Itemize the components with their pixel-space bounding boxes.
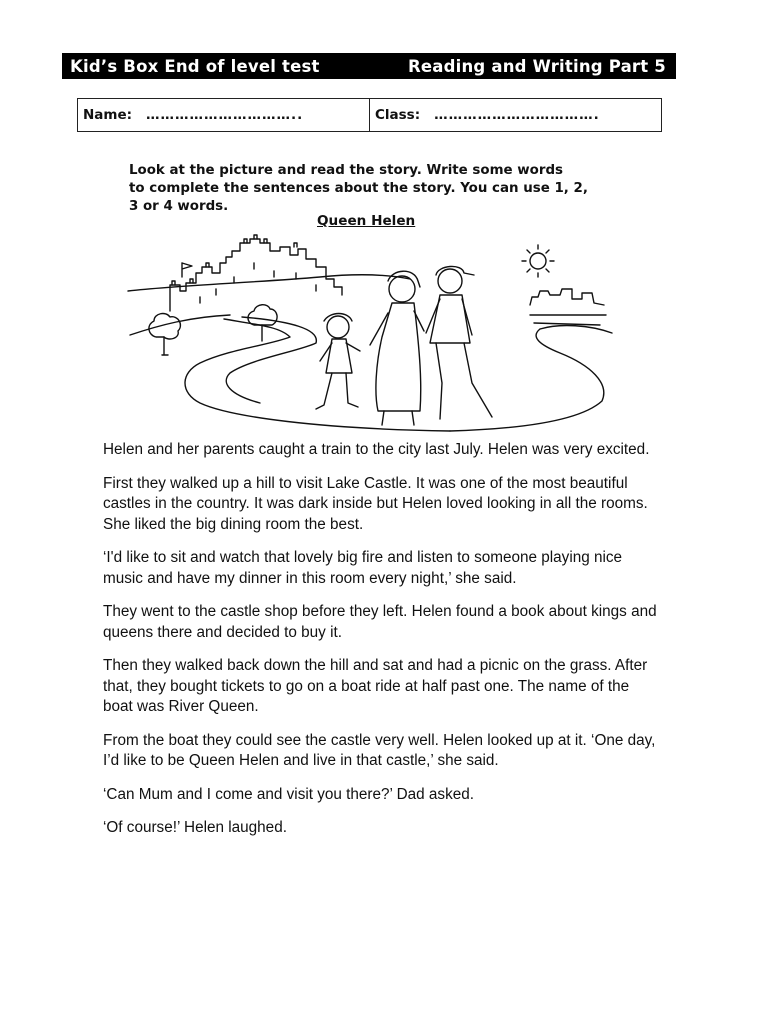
class-label: Class:	[375, 107, 421, 123]
story-paragraph: ‘Of course!’ Helen laughed.	[103, 819, 287, 836]
class-field	[370, 99, 661, 131]
name-field	[78, 99, 370, 131]
instruction-line: Look at the picture and read the story. Write some words	[129, 163, 564, 178]
castle-drawing	[170, 235, 342, 311]
class-dotted-line: …………………………….	[434, 107, 600, 123]
story-paragraph: Then they walked back down the hill and sat and had a picnic on the grass. After that, they bought tickets to go on a boat ride at half past one. The name of the boat was River Queen.	[103, 657, 648, 715]
instruction-line: 3 or 4 words.	[129, 199, 229, 214]
castle-family-illustration	[120, 233, 620, 438]
story-paragraph: ‘I'd like to sit and watch that lovely big fire and listen to someone playing nice music and have my dinner in this room every night,’ she said.	[103, 549, 623, 587]
story-paragraph: From the boat they could see the castle very well. Helen looked up at it. ‘One day, I’d like to be Queen Helen and live in that castle,’ she said.	[103, 731, 656, 769]
story-text	[103, 440, 663, 852]
story-title: Queen Helen	[317, 213, 416, 229]
tree-drawing	[149, 305, 277, 355]
story-paragraph: ‘Can Mum and I come and visit you there?’ Dad asked.	[103, 785, 474, 803]
story-paragraph: First they walked up a hill to visit Lake Castle. It was one of the most beautiful castles in the country. It was dark inside but Helen loved looking in all the rooms. She liked the big dining room the best.	[103, 474, 648, 533]
instruction-line: to complete the sentences about the story. You can use 1, 2,	[129, 181, 588, 196]
name-label: Name:	[83, 107, 133, 123]
story-paragraph: They went to the castle shop before they left. Helen found a book about kings and queens there and decided to buy it.	[103, 603, 657, 641]
test-header-bar	[62, 53, 676, 79]
sun-drawing	[522, 245, 554, 277]
student-info-box	[77, 98, 662, 132]
test-part-title: Reading and Writing Part 5	[407, 56, 666, 76]
name-dotted-line: …………………………..	[146, 107, 304, 123]
story-paragraph: Helen and her parents caught a train to the city last July. Helen was very excited.	[103, 441, 650, 458]
test-title: Kid’s Box End of level test	[70, 56, 320, 76]
instructions	[129, 162, 599, 216]
